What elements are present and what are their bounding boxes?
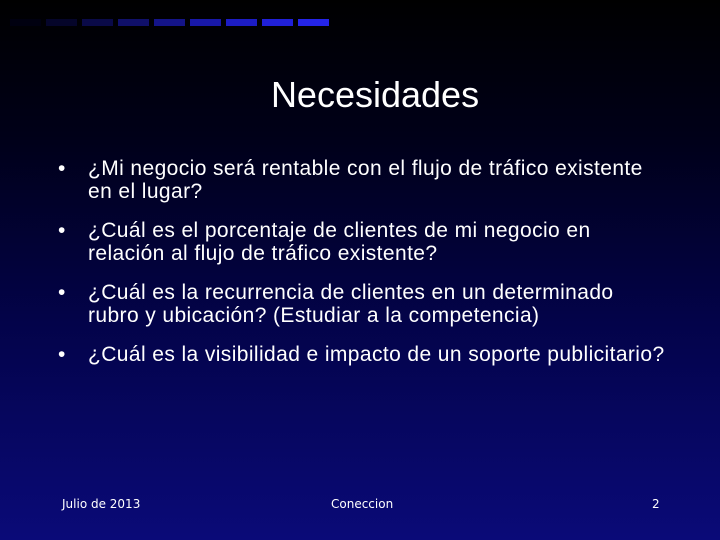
- decorative-bar: [10, 19, 329, 26]
- bullet-text: ¿Mi negocio será rentable con el flujo de tráfico existente en el lugar?: [88, 157, 643, 203]
- decorative-bar-segment: [262, 19, 293, 26]
- decorative-bar-segment: [298, 19, 329, 26]
- bullet-list: [58, 157, 668, 382]
- bullet-text: ¿Cuál es la recurrencia de clientes en un determinado rubro y ubicación? (Estudiar a la competencia): [88, 281, 614, 327]
- decorative-bar-segment: [118, 19, 149, 26]
- decorative-bar-segment: [46, 19, 77, 26]
- bullet-item: [58, 281, 668, 327]
- slide-title: Necesidades: [270, 74, 480, 115]
- page-number: 2: [652, 497, 660, 511]
- bullet-text: ¿Cuál es el porcentaje de clientes de mi negocio en relación al flujo de tráfico existente?: [88, 219, 591, 265]
- bullet-item: [58, 219, 668, 265]
- bullet-text: ¿Cuál es la visibilidad e impacto de un soporte publicitario?: [88, 343, 665, 366]
- bullet-icon: •: [58, 343, 66, 366]
- bullet-icon: •: [58, 219, 66, 242]
- decorative-bar-segment: [226, 19, 257, 26]
- bullet-item: [58, 157, 668, 203]
- decorative-bar-segment: [190, 19, 221, 26]
- decorative-bar-segment: [82, 19, 113, 26]
- footer-center-text: Coneccion: [331, 497, 394, 511]
- bullet-item: [58, 343, 668, 366]
- bullet-icon: •: [58, 157, 66, 180]
- decorative-bar-segment: [154, 19, 185, 26]
- decorative-bar-segment: [10, 19, 41, 26]
- footer-date: Julio de 2013: [62, 497, 141, 511]
- bullet-icon: •: [58, 281, 66, 304]
